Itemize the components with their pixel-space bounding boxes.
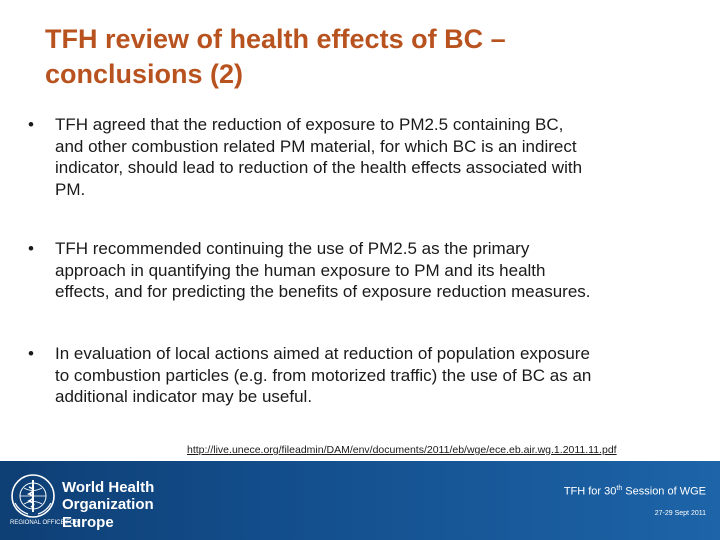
bullet-marker: •: [28, 344, 34, 363]
slide-title-line-2: conclusions (2): [45, 59, 244, 89]
source-link[interactable]: http://live.unece.org/fileadmin/DAM/env/documents/2011/eb/wge/ece.eb.air.wg.1.2011.11.pdf: [187, 444, 617, 456]
event-prefix: TFH for 30: [563, 485, 617, 498]
bullet-item: [28, 114, 698, 200]
bullet-line: PM.: [55, 179, 86, 199]
bullet-line: and other combustion related PM material, for which BC is an indirect: [55, 136, 577, 156]
bullet-text: [55, 114, 698, 200]
event-label: [564, 485, 706, 498]
who-emblem-icon: [10, 473, 56, 519]
bullet-marker: •: [28, 239, 34, 258]
bullet-line: additional indicator may be useful.: [55, 387, 313, 406]
bullet-line: In evaluation of local actions aimed at reduction of population exposure: [55, 344, 590, 363]
org-name-line: World Health: [62, 479, 155, 496]
footer-bar: [0, 461, 720, 540]
bullet-list: [28, 114, 698, 406]
org-region-small: REGIONAL OFFICE FOR: [10, 520, 79, 526]
org-name-line: Organization: [62, 496, 154, 513]
org-name: [62, 479, 154, 513]
slide-title: [45, 22, 685, 92]
org-region: Europe: [62, 514, 114, 531]
bullet-item: [28, 238, 720, 303]
event-suffix: Session of WGE: [622, 485, 706, 498]
bullet-line: effects, and for predicting the benefits of exposure reduction measures.: [55, 282, 591, 301]
bullet-marker: •: [28, 115, 34, 134]
bullet-line: indicator, should lead to reduction of the health effects associated with: [55, 158, 583, 177]
event-sup: th: [616, 485, 623, 492]
bullet-line: TFH agreed that the reduction of exposure to PM2.5 containing BC,: [55, 115, 564, 134]
bullet-text: [55, 238, 720, 303]
bullet-line: to combustion particles (e.g. from motorized traffic) the use of BC as an: [55, 365, 592, 385]
bullet-line: TFH recommended continuing the use of PM2.5 as the primary: [55, 239, 530, 258]
bullet-text: [55, 343, 720, 408]
bullet-item: [28, 343, 720, 408]
event-date: 27-29 Sept 2011: [654, 510, 706, 517]
bullet-line: approach in quantifying the human exposure to PM and its health: [55, 260, 546, 280]
slide-title-line-1: TFH review of health effects of BC –: [45, 24, 506, 54]
